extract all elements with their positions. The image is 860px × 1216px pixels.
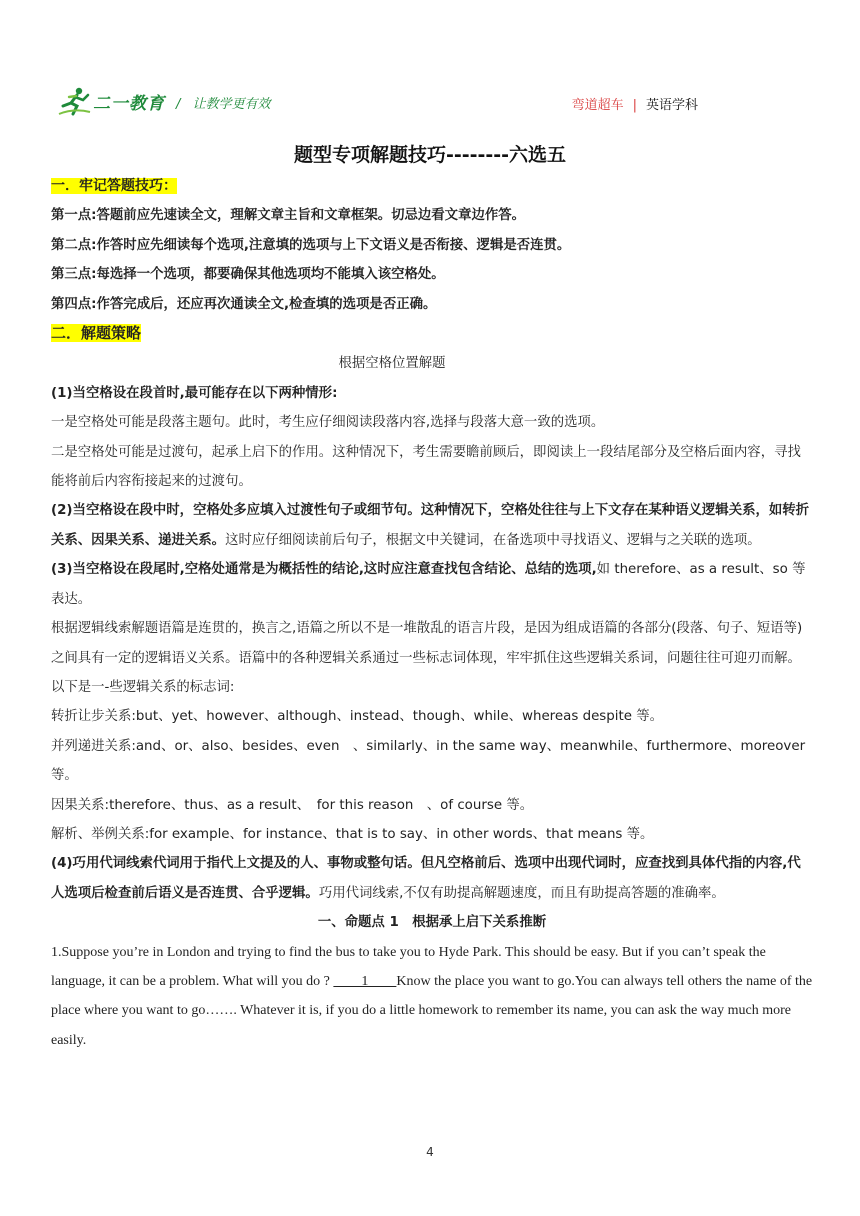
case-4-bold: (4)巧用代词线索代词用于指代上文提及的人、事物或整句话。但凡空格前后、选项中出现代词时，应查找到具体代指的内容,代人选项后检查前后语义是否连贯、合乎逻辑。: [51, 856, 801, 901]
marker-list-item: 并列递进关系:and、or、also、besides、even 、similarly、in the same way、meanwhile、furthermore、moreover 等。: [51, 738, 806, 784]
case-1-heading: (1)当空格设在段首时,最可能存在以下两种情形:: [51, 385, 338, 401]
document-body: [51, 172, 813, 1055]
case-3-rest: 如 therefore、as a result、so 等表达。: [51, 562, 806, 607]
case-3-paragraph: [51, 555, 813, 614]
case-4-rest: 巧用代词线索,不仅有助提高解题速度，而且有助提高答题的准确率。: [318, 885, 725, 901]
tip-paragraph-2: 第二点:作答时应先细读每个选项,注意填的选项与上下文语义是否衔接、逻辑是否连贯。: [51, 237, 571, 253]
brand-logo: [57, 86, 165, 116]
logo-text: 二一教育: [93, 93, 165, 114]
header-subject: [572, 94, 698, 113]
case-2-bold: (2)当空格设在段中时，空格处多应填入过渡性句子或细节句。这种情况下，空格处往往与上下文存在某种语义逻辑关系，如转折关系、因果关系、递进关系。: [51, 503, 810, 548]
header-label: 弯道超车: [571, 98, 624, 113]
slogan: [176, 93, 271, 112]
header-separator: |: [632, 98, 637, 113]
page-number: 4: [426, 1145, 434, 1159]
marker-list-item: 解析、举例关系:for example、for instance、that is to say、in other words、that means 等。: [51, 826, 654, 842]
tip-paragraph-4: 第四点:作答完成后，还应再次通读全文,检查填的选项是否正确。: [51, 296, 437, 312]
tip-paragraph-3: 第三点:每选择一个选项，都要确保其他选项均不能填入该空格处。: [51, 267, 445, 283]
tip-paragraph-1: 第一点:答题前应先速读全文，理解文章主旨和文章框架。切忌边看文章边作答。: [51, 208, 526, 224]
case-3-bold: (3)当空格设在段尾时,空格处通常是为概括性的结论,这时应注意查找包含结论、总结的选项,: [51, 562, 597, 578]
slogan-text: 让教学更有效: [192, 97, 271, 112]
slogan-separator: /: [176, 97, 181, 112]
example-1-text-a: 1.Suppose you’re in London and trying to find the bus to take you to Hyde Park. This should be easy. But if you can’t speak the language, it can be a problem. What will you do ?: [51, 944, 766, 989]
answer-blank: 1: [333, 973, 397, 989]
point-heading: 一、命题点 1 根据承上启下关系推断: [317, 915, 547, 931]
page-title: 题型专项解题技巧--------六选五: [293, 144, 567, 166]
case-1-text-a: 一是空格处可能是段落主题句。此时，考生应仔细阅读段落内容,选择与段落大意一致的选项。: [51, 415, 605, 431]
marker-list-item: 转折让步关系:but、yet、however、although、instead、though、while、whereas despite 等。: [51, 709, 664, 725]
runner-icon: [57, 86, 91, 116]
logic-paragraph: 根据逻辑线索解题语篇是连贯的，换言之,语篇之所以不是一堆散乱的语言片段，是因为组成语篇的各部分(段落、句子、短语等)之间具有一定的逻辑语义关系。语篇中的各种逻辑关系通过一些标志词体现，牢牢抓住这些逻辑关系词，问题往往可迎刃而解。: [51, 621, 803, 666]
header-subject-name: 英语学科: [645, 98, 698, 113]
example-1-text-b: Know the place you want to go.You can always tell others the name of the place where you want to go……. Whatever it is, if you do a little homework to remember its name, you can ask the way much more easily.: [51, 973, 813, 1048]
page-header: [0, 0, 860, 120]
marker-list-item: 因果关系:therefore、thus、as a result、 for this reason 、of course 等。: [51, 797, 534, 813]
case-4-paragraph: [51, 849, 813, 908]
section-heading-1: 一．牢记答题技巧：: [51, 178, 177, 194]
case-2-rest: 这时应仔细阅读前后句子，根据文中关键词，在备选项中寻找语义、逻辑与之关联的选项。: [225, 532, 761, 548]
markers-intro: 以下是一-些逻辑关系的标志词:: [51, 679, 235, 695]
section-heading-2: 二．解题策略: [51, 324, 142, 343]
case-1-text-b: 二是空格处可能是过渡句，起承上启下的作用。这种情况下，考生需要瞻前顾后，即阅读上一段结尾部分及空格后面内容，寻找能将前后内容衔接起来的过渡句。: [51, 444, 801, 490]
example-1: [51, 938, 813, 1056]
subheading-position: 根据空格位置解题: [338, 356, 446, 372]
case-2-paragraph: [51, 496, 813, 555]
